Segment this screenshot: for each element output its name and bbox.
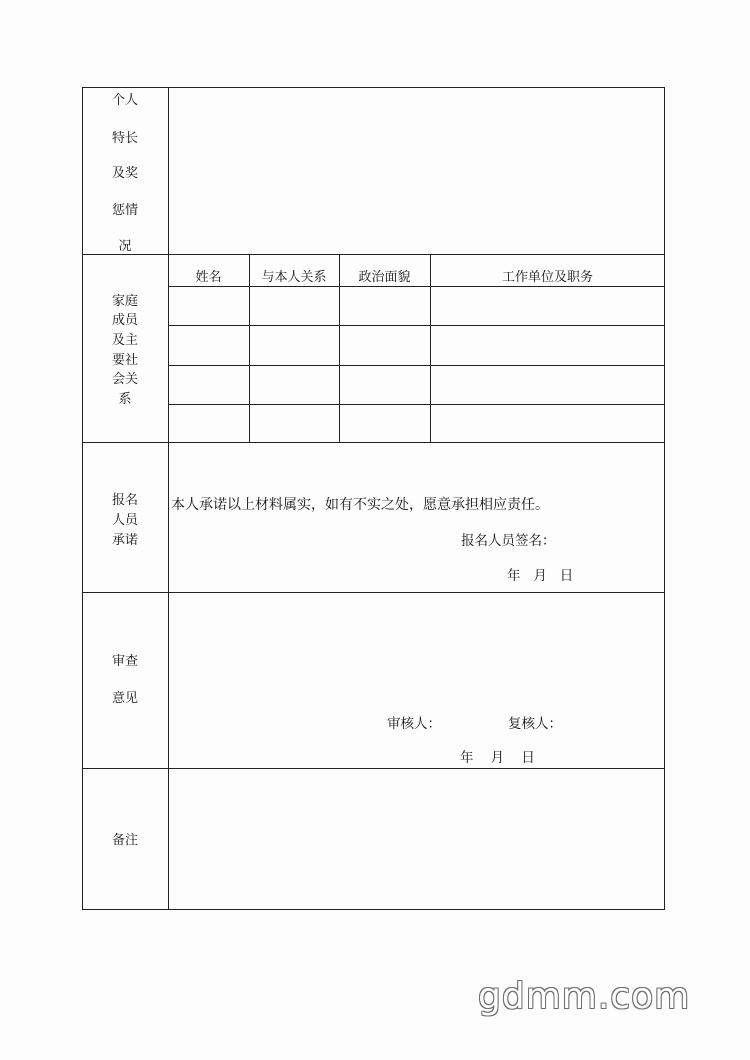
label-line: 系 <box>118 392 132 407</box>
label-line: 及主 <box>111 333 138 348</box>
label-line: 及奖 <box>111 166 138 181</box>
label-line: 家庭 <box>111 294 138 309</box>
family-cell-workplace[interactable] <box>431 326 664 364</box>
family-cell-name[interactable] <box>169 366 248 403</box>
family-cell-workplace[interactable] <box>431 287 664 324</box>
review-opinion-field[interactable] <box>170 594 663 704</box>
label-line: 人员 <box>111 513 138 528</box>
family-cell-political[interactable] <box>340 287 429 324</box>
pledge-date: 年 月 日 <box>507 568 574 584</box>
reviewer-label: 审核人： <box>387 716 441 732</box>
family-cell-workplace[interactable] <box>431 405 664 441</box>
section-divider <box>82 442 665 443</box>
label-line: 惩情 <box>111 203 138 218</box>
label-line: 个人 <box>111 93 138 108</box>
label-line: 要社 <box>111 353 138 368</box>
family-cell-political[interactable] <box>340 405 429 441</box>
label-line: 审查 <box>111 654 138 669</box>
rechecker-signature-field[interactable] <box>568 707 660 731</box>
family-header-workplace: 工作单位及职务 <box>501 270 593 285</box>
reviewer-signature-field[interactable] <box>445 707 505 731</box>
family-cell-name[interactable] <box>169 287 248 324</box>
label-column-divider <box>168 87 169 910</box>
review-date: 年 月 日 <box>460 750 535 766</box>
section-divider <box>82 768 665 769</box>
label-line: 成员 <box>111 313 138 328</box>
label-line: 特长 <box>111 131 138 146</box>
specialty-field[interactable] <box>170 89 663 253</box>
family-cell-name[interactable] <box>169 405 248 441</box>
pledge-signature-field[interactable] <box>560 524 660 548</box>
rechecker-label: 复核人： <box>508 716 562 732</box>
family-header-name: 姓名 <box>195 270 222 285</box>
label-line: 意见 <box>111 691 138 706</box>
label-line: 况 <box>118 239 132 254</box>
label-line: 报名 <box>111 493 138 508</box>
family-cell-political[interactable] <box>340 326 429 364</box>
site-watermark: gdmm.com <box>478 976 691 1017</box>
family-cell-relation[interactable] <box>250 326 338 364</box>
family-header-relation: 与本人关系 <box>261 270 327 285</box>
family-cell-relation[interactable] <box>250 405 338 441</box>
family-header-political-status: 政治面貌 <box>358 270 411 285</box>
family-cell-relation[interactable] <box>250 366 338 403</box>
family-cell-relation[interactable] <box>250 287 338 324</box>
family-cell-name[interactable] <box>169 326 248 364</box>
remarks-field[interactable] <box>170 770 663 908</box>
pledge-signature-label: 报名人员签名： <box>461 533 556 549</box>
family-cell-political[interactable] <box>340 366 429 403</box>
section-divider <box>82 592 665 593</box>
family-cell-workplace[interactable] <box>431 366 664 403</box>
remarks-label: 备注 <box>111 833 138 848</box>
pledge-statement: 本人承诺以上材料属实，如有不实之处，愿意承担相应责任。 <box>171 497 549 513</box>
label-line: 会关 <box>111 372 138 387</box>
label-line: 承诺 <box>111 533 138 548</box>
section-divider <box>82 254 665 255</box>
